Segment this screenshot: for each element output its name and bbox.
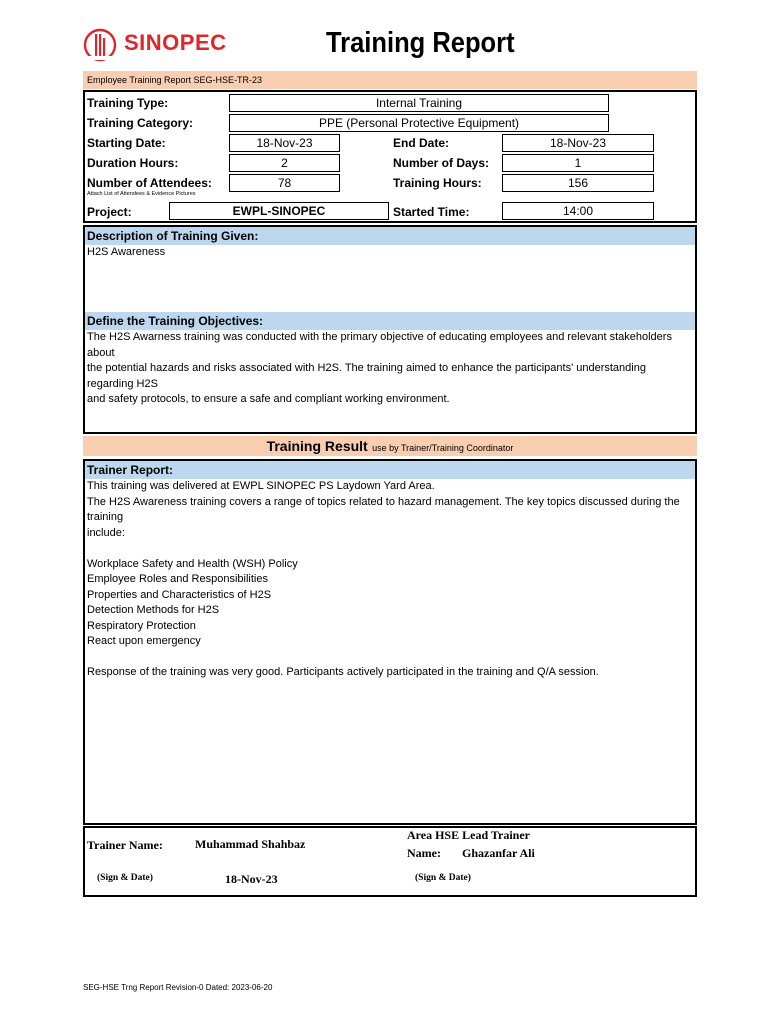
trainer-sign-date-value[interactable]: 18-Nov-23 [225, 872, 278, 886]
trainer-report-line: Detection Methods for H2S [87, 604, 220, 616]
duration-hours-label: Duration Hours: [87, 156, 179, 170]
trainer-report-line: include: [87, 526, 125, 539]
attendees-field[interactable]: 78 [229, 174, 340, 192]
trainer-report-line: This training was delivered at EWPL SINOPEC PS Laydown Yard Area. [87, 480, 435, 492]
objectives-text[interactable] [87, 330, 693, 408]
training-result-subtitle: use by Trainer/Training Coordinator [372, 443, 514, 453]
trainer-report-line [87, 650, 693, 666]
lead-sign-date-label: (Sign & Date) [415, 873, 471, 883]
trainer-report-heading: Trainer Report: [85, 461, 695, 479]
lead-trainer-title: Area HSE Lead Trainer [407, 828, 530, 842]
attendees-label: Number of Attendees: [87, 176, 212, 190]
started-time-label: Started Time: [393, 205, 470, 219]
page-title: Training Report [326, 27, 515, 59]
objectives-line: the potential hazards and risks associated with H2S. The training aimed to enhance the participants' understanding regarding H2S [87, 362, 646, 390]
project-field[interactable]: EWPL-SINOPEC [169, 202, 389, 220]
signature-section [83, 826, 697, 897]
attendees-note: Attach List of Attendees & Evidence Pictures [87, 191, 196, 197]
number-of-days-field[interactable]: 1 [502, 154, 654, 172]
end-date-label: End Date: [393, 136, 450, 150]
training-type-label: Training Type: [87, 96, 169, 110]
trainer-report-section [83, 459, 697, 825]
training-hours-label: Training Hours: [393, 176, 482, 190]
trainer-report-line: Workplace Safety and Health (WSH) Policy [87, 557, 298, 570]
trainer-report-line: Response of the training was very good. Participants actively participated in the training and Q/A session. [87, 666, 599, 678]
starting-date-field[interactable]: 18-Nov-23 [229, 134, 340, 152]
description-section [83, 225, 697, 434]
report-reference: Employee Training Report SEG-HSE-TR-23 [83, 71, 697, 89]
lead-name-value[interactable]: Ghazanfar Ali [462, 846, 535, 860]
end-date-field[interactable]: 18-Nov-23 [502, 134, 654, 152]
number-of-days-label: Number of Days: [393, 156, 490, 170]
started-time-field[interactable]: 14:00 [502, 202, 654, 220]
objectives-line: and safety protocols, to ensure a safe and compliant working environment. [87, 393, 450, 405]
training-result-bar [83, 436, 697, 456]
training-hours-field[interactable]: 156 [502, 174, 654, 192]
trainer-report-line: React upon emergency [87, 635, 201, 647]
training-info-section [83, 90, 697, 223]
trainer-report-line: Properties and Characteristics of H2S [87, 588, 272, 601]
trainer-sign-date-label: (Sign & Date) [97, 873, 153, 883]
duration-hours-field[interactable]: 2 [229, 154, 340, 172]
description-text[interactable]: H2S Awareness [87, 246, 166, 258]
description-heading: Description of Training Given: [85, 227, 695, 245]
trainer-name-label: Trainer Name: [87, 838, 163, 852]
sinopec-logo-icon [82, 27, 118, 63]
footer-revision: SEG-HSE Trng Report Revision-0 Dated: 2023-06-20 [83, 983, 273, 992]
trainer-name-value[interactable]: Muhammad Shahbaz [195, 837, 306, 851]
trainer-report-line [87, 541, 693, 557]
trainer-report-text[interactable] [87, 479, 693, 681]
objectives-heading: Define the Training Objectives: [85, 312, 695, 330]
training-category-field[interactable]: PPE (Personal Protective Equipment) [229, 114, 609, 132]
brand-name: SINOPEC [124, 30, 227, 55]
training-type-field[interactable]: Internal Training [229, 94, 609, 112]
project-label: Project: [87, 205, 132, 219]
training-category-label: Training Category: [87, 116, 194, 130]
objectives-line: The H2S Awarness training was conducted with the primary objective of educating employees and relevant stakeholders about [87, 331, 672, 359]
trainer-report-line: The H2S Awareness training covers a range of topics related to hazard management. The key topics discussed during the training [87, 495, 680, 523]
starting-date-label: Starting Date: [87, 136, 166, 150]
trainer-report-line: Respiratory Protection [87, 619, 196, 632]
trainer-report-line: Employee Roles and Responsibilities [87, 573, 268, 585]
lead-name-label: Name: [407, 846, 441, 860]
training-result-title: Training Result [266, 438, 368, 454]
